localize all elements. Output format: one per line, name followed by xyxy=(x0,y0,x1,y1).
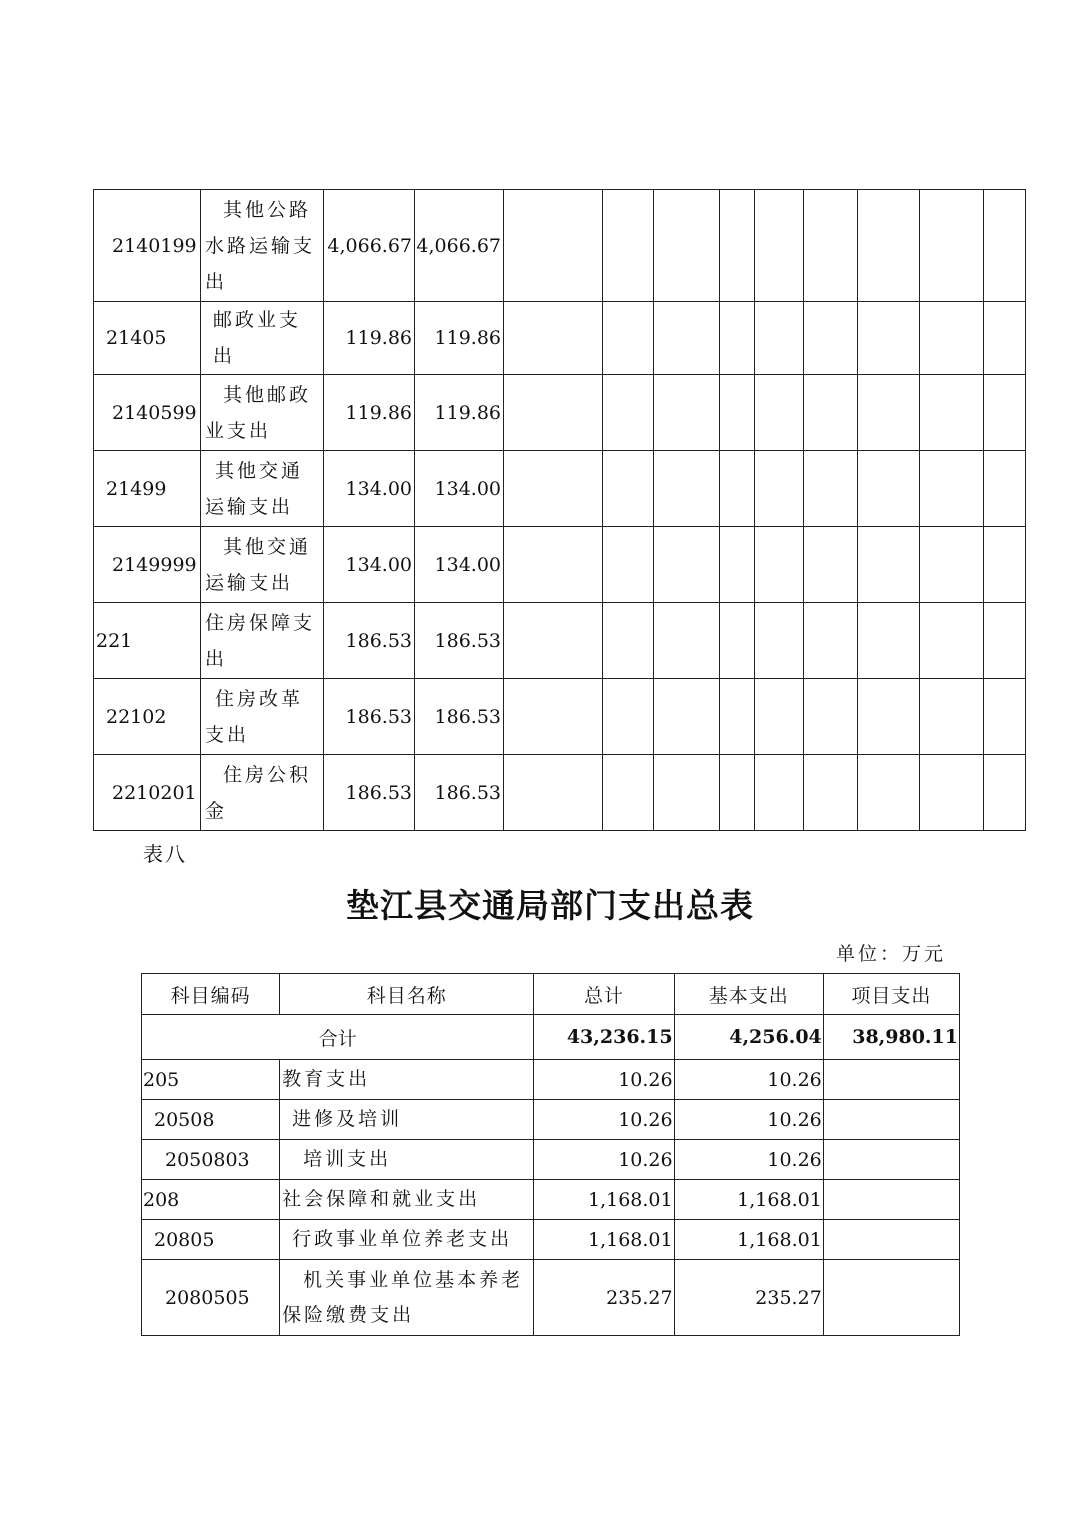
table-row xyxy=(94,190,1026,302)
project-value xyxy=(823,1260,959,1336)
basic-value: 134.00 xyxy=(415,451,504,527)
subject-name: 社会保障和就业支出 xyxy=(280,1180,534,1220)
subject-name: 行政事业单位养老支出 xyxy=(280,1220,534,1260)
total-row xyxy=(142,1015,960,1060)
column-header-name: 科目名称 xyxy=(280,974,534,1015)
column-header-code: 科目编码 xyxy=(142,974,280,1015)
total-value: 235.27 xyxy=(534,1260,674,1336)
subject-code: 2210201 xyxy=(94,755,201,831)
basic-value: 4,256.04 xyxy=(674,1015,823,1060)
page-title: 垫江县交通局部门支出总表 xyxy=(346,886,754,925)
basic-value: 186.53 xyxy=(415,679,504,755)
table-row xyxy=(142,1100,960,1140)
total-value: 186.53 xyxy=(324,603,415,679)
total-value: 1,168.01 xyxy=(534,1180,674,1220)
subject-code: 205 xyxy=(142,1060,280,1100)
table-row xyxy=(142,1140,960,1180)
table-row xyxy=(142,1220,960,1260)
subject-code: 2140599 xyxy=(94,375,201,451)
subject-code: 208 xyxy=(142,1180,280,1220)
table-row xyxy=(94,527,1026,603)
total-value: 10.26 xyxy=(534,1100,674,1140)
subject-name: 其他交通运输支出 xyxy=(201,527,324,603)
table-row xyxy=(142,1260,960,1336)
total-value: 10.26 xyxy=(534,1060,674,1100)
total-value: 186.53 xyxy=(324,679,415,755)
subject-name: 其他邮政业支出 xyxy=(201,375,324,451)
total-value: 4,066.67 xyxy=(324,190,415,302)
basic-value: 10.26 xyxy=(674,1060,823,1100)
subject-code: 2050803 xyxy=(142,1140,280,1180)
basic-value: 119.86 xyxy=(415,375,504,451)
total-label: 合计 xyxy=(142,1015,534,1060)
basic-value: 186.53 xyxy=(415,755,504,831)
subject-name: 住房改革支出 xyxy=(201,679,324,755)
subject-name: 培训支出 xyxy=(280,1140,534,1180)
subject-code: 2149999 xyxy=(94,527,201,603)
project-value xyxy=(823,1220,959,1260)
table-header-row xyxy=(142,974,960,1015)
subject-name: 住房公积金 xyxy=(201,755,324,831)
subject-name: 教育支出 xyxy=(280,1060,534,1100)
project-value: 38,980.11 xyxy=(823,1015,959,1060)
total-value: 119.86 xyxy=(324,375,415,451)
subject-name: 进修及培训 xyxy=(280,1100,534,1140)
subject-name: 其他交通运输支出 xyxy=(201,451,324,527)
total-value: 10.26 xyxy=(534,1140,674,1180)
project-value xyxy=(823,1100,959,1140)
project-value xyxy=(823,1140,959,1180)
table-row xyxy=(94,302,1026,375)
subject-code: 21499 xyxy=(94,451,201,527)
subject-name: 住房保障支出 xyxy=(201,603,324,679)
unit-label: 单位：万元 xyxy=(836,943,947,965)
table-row xyxy=(94,375,1026,451)
basic-value: 10.26 xyxy=(674,1140,823,1180)
basic-value: 1,168.01 xyxy=(674,1220,823,1260)
table-row xyxy=(142,1060,960,1100)
project-value xyxy=(823,1180,959,1220)
total-value: 1,168.01 xyxy=(534,1220,674,1260)
table-row xyxy=(142,1180,960,1220)
subject-code: 20508 xyxy=(142,1100,280,1140)
subject-code: 2080505 xyxy=(142,1260,280,1336)
basic-value: 119.86 xyxy=(415,302,504,375)
total-value: 186.53 xyxy=(324,755,415,831)
total-value: 134.00 xyxy=(324,451,415,527)
table-number-label: 表八 xyxy=(143,842,187,866)
subject-name: 其他公路水路运输支出 xyxy=(201,190,324,302)
total-value: 134.00 xyxy=(324,527,415,603)
table-row xyxy=(94,451,1026,527)
basic-value: 134.00 xyxy=(415,527,504,603)
subject-name: 机关事业单位基本养老保险缴费支出 xyxy=(280,1260,534,1336)
subject-code: 22102 xyxy=(94,679,201,755)
subject-code: 2140199 xyxy=(94,190,201,302)
basic-value: 186.53 xyxy=(415,603,504,679)
top-expenditure-table xyxy=(93,189,1026,831)
subject-name: 邮政业支出 xyxy=(201,302,324,375)
table-row xyxy=(94,603,1026,679)
subject-code: 21405 xyxy=(94,302,201,375)
column-header-basic: 基本支出 xyxy=(674,974,823,1015)
total-value: 119.86 xyxy=(324,302,415,375)
column-header-project: 项目支出 xyxy=(823,974,959,1015)
basic-value: 235.27 xyxy=(674,1260,823,1336)
subject-code: 20805 xyxy=(142,1220,280,1260)
project-value xyxy=(823,1060,959,1100)
basic-value: 1,168.01 xyxy=(674,1180,823,1220)
basic-value: 4,066.67 xyxy=(415,190,504,302)
table-row xyxy=(94,755,1026,831)
subject-code: 221 xyxy=(94,603,201,679)
total-value: 43,236.15 xyxy=(534,1015,674,1060)
table-row xyxy=(94,679,1026,755)
basic-value: 10.26 xyxy=(674,1100,823,1140)
column-header-total: 总计 xyxy=(534,974,674,1015)
department-expenditure-summary-table xyxy=(141,973,960,1336)
